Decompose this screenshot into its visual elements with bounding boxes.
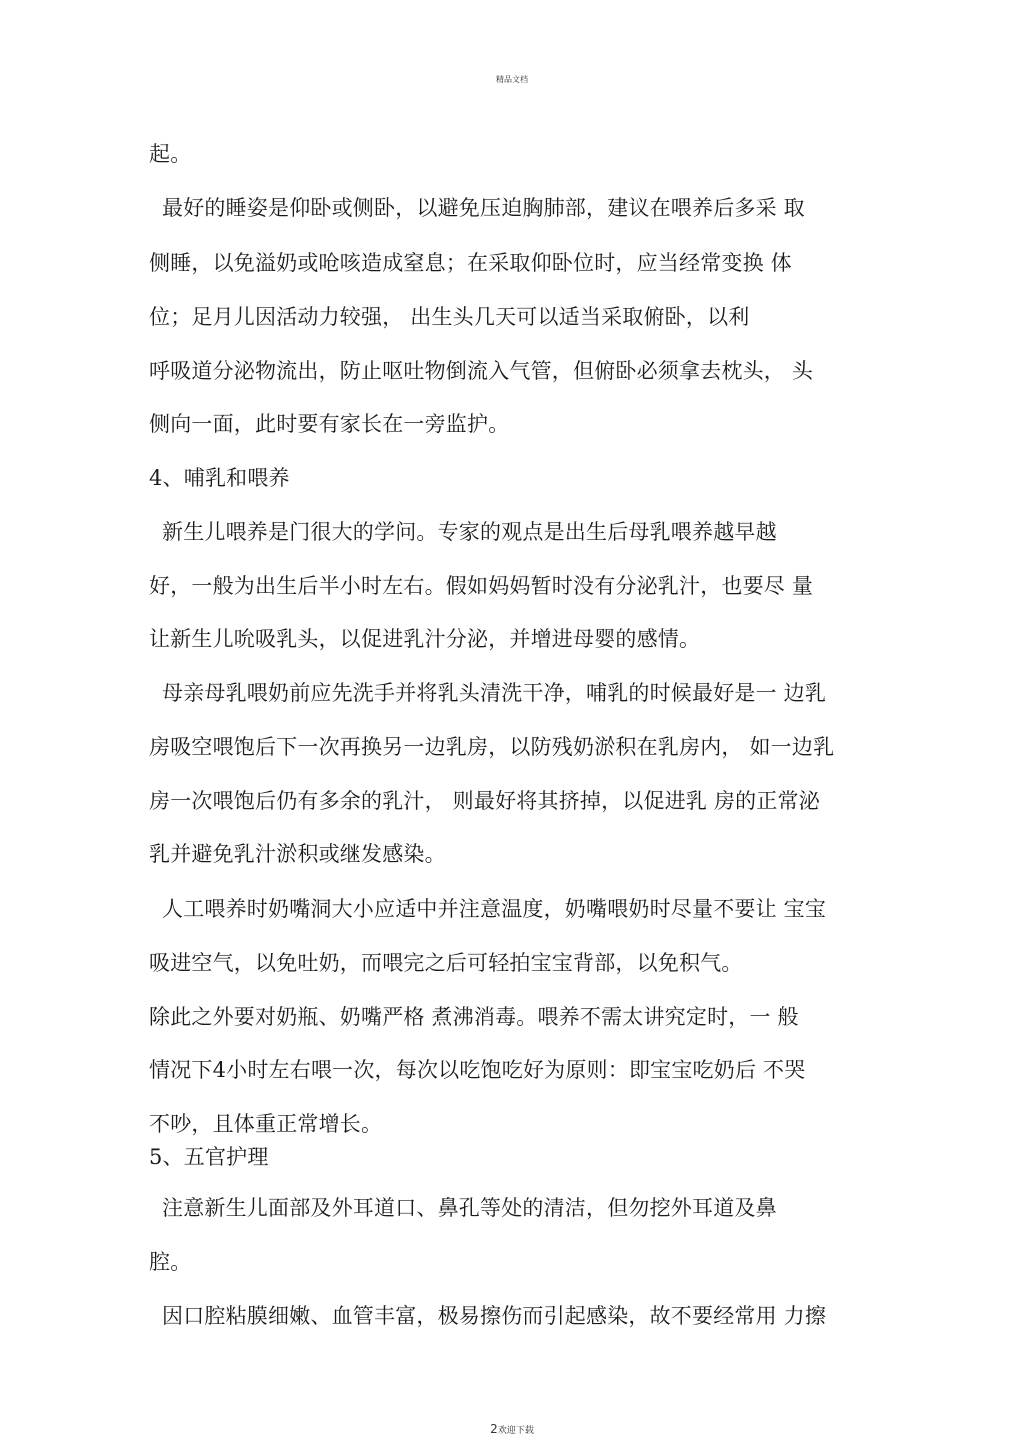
page-footer — [0, 1422, 1024, 1436]
paragraph-line: 乳并避免乳汁淤积或继发感染。 — [149, 842, 446, 866]
paragraph-line: 母亲母乳喂奶前应先洗手并将乳头清洗干净，哺乳的时候最好是一 边乳 — [162, 681, 827, 705]
paragraph-line: 房一次喂饱后仍有多余的乳汁， 则最好将其挤掉，以促进乳 房的正常泌 — [149, 789, 820, 813]
paragraph-line: 让新生儿吮吸乳头，以促进乳汁分泌，并增进母婴的感情。 — [149, 627, 701, 651]
paragraph-line: 房吸空喂饱后下一次再换另一边乳房，以防残奶淤积在乳房内， 如一边乳 — [149, 735, 835, 759]
paragraph-line: 侧向一面，此时要有家长在一旁监护。 — [149, 412, 510, 436]
page-number: 2 — [490, 1422, 498, 1436]
page-header: 精品文档 — [496, 75, 528, 84]
paragraph-line: 因口腔粘膜细嫩、血管丰富，极易擦伤而引起感染，故不要经常用 力擦 — [162, 1304, 827, 1328]
paragraph-line: 呼吸道分泌物流出，防止呕吐物倒流入气管，但俯卧必须拿去枕头， 头 — [149, 359, 814, 383]
paragraph-line: 起。 — [149, 142, 192, 166]
paragraph-line: 腔。 — [149, 1250, 192, 1274]
paragraph-line: 情况下4小时左右喂一次，每次以吃饱吃好为原则：即宝宝吃奶后 不哭 — [149, 1058, 806, 1082]
paragraph-line: 人工喂养时奶嘴洞大小应适中并注意温度，奶嘴喂奶时尽量不要让 宝宝 — [162, 897, 827, 921]
paragraph-line: 除此之外要对奶瓶、奶嘴严格 煮沸消毒。喂养不需太讲究定时，一 般 — [149, 1005, 799, 1029]
paragraph-line: 最好的睡姿是仰卧或侧卧，以避免压迫胸肺部，建议在喂养后多采 取 — [162, 196, 805, 220]
footer-text: 欢迎下载 — [497, 1426, 534, 1436]
paragraph-line: 新生儿喂养是门很大的学问。专家的观点是出生后母乳喂养越早越 — [162, 520, 777, 544]
paragraph-line: 不吵，且体重正常增长。 — [149, 1112, 383, 1136]
paragraph-line: 位；足月儿因活动力较强， 出生头几天可以适当采取俯卧，以利 — [149, 305, 750, 329]
section-heading: 5、五官护理 — [149, 1145, 269, 1169]
paragraph-line: 好，一般为出生后半小时左右。假如妈妈暂时没有分泌乳汁，也要尽 量 — [149, 574, 814, 598]
paragraph-line: 侧睡，以免溢奶或呛咳造成窒息；在采取仰卧位时，应当经常变换 体 — [149, 251, 792, 275]
paragraph-line: 吸进空气，以免吐奶，而喂完之后可轻拍宝宝背部，以免积气。 — [149, 951, 743, 975]
section-heading: 4、哺乳和喂养 — [149, 466, 290, 490]
paragraph-line: 注意新生儿面部及外耳道口、鼻孔等处的清洁，但勿挖外耳道及鼻 — [162, 1196, 777, 1220]
